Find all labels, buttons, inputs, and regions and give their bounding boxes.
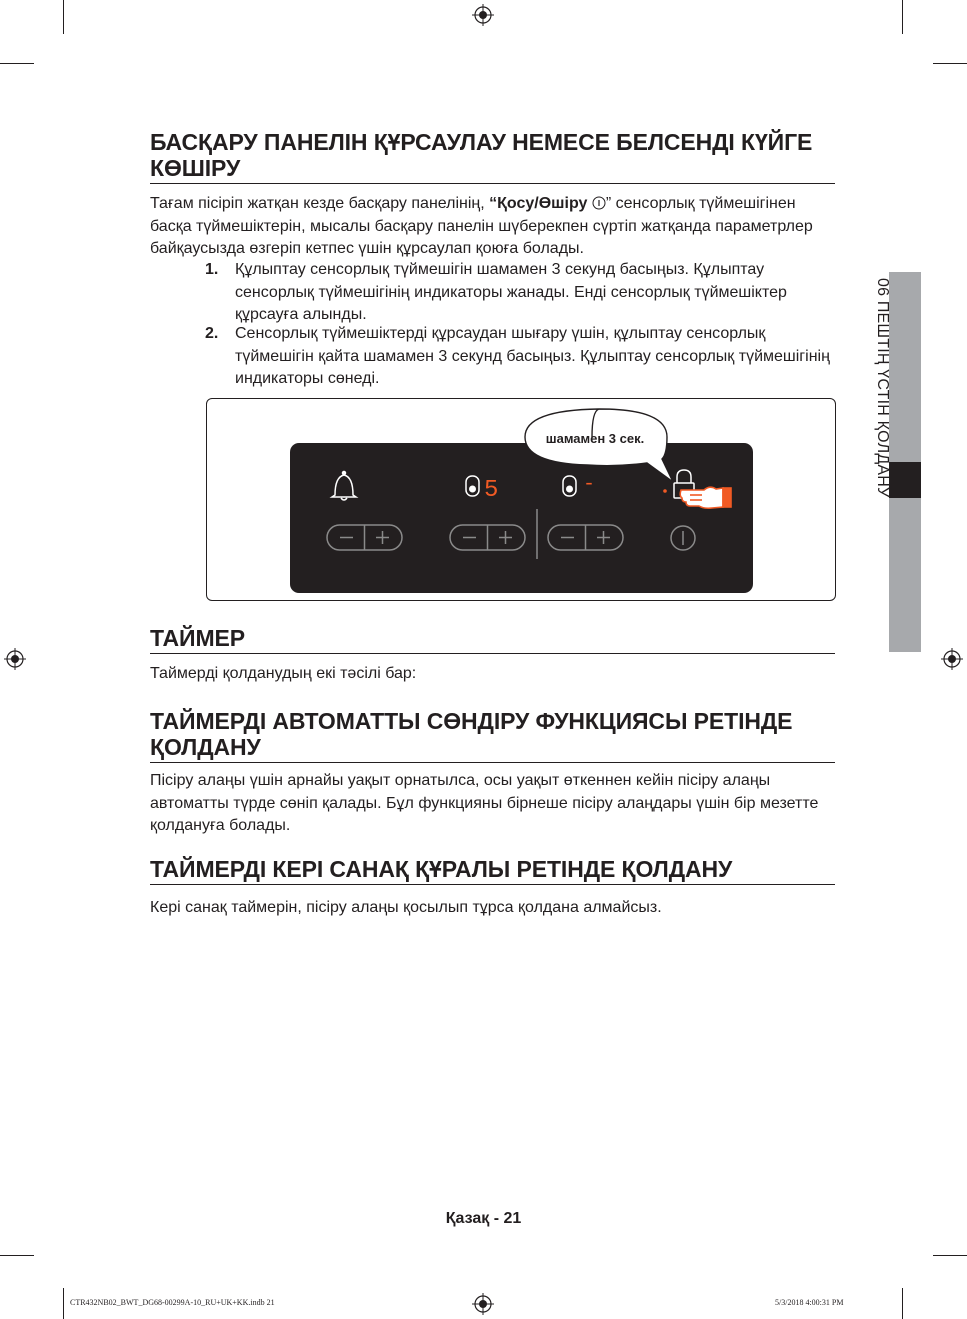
chapter-tab-marker — [889, 462, 921, 498]
crop-mark — [0, 1255, 34, 1256]
crop-mark — [902, 1288, 903, 1319]
step-number: 2. — [205, 325, 219, 342]
registration-mark-icon — [472, 4, 494, 26]
control-panel-figure — [206, 398, 836, 601]
countdown-paragraph: Кері санақ таймерін, пісіру алаңы қосылып тұрса қолдана алмайсыз. — [150, 899, 662, 916]
crop-mark — [63, 0, 64, 34]
page-number: Қазақ - 21 — [445, 1210, 522, 1227]
step-text: Құлыптау сенсорлық түймешігін шамамен 3 секунд басыңыз. Құлыптау сенсорлық түймешігінің индикаторы жанады. Енді сенсорлық түймешіктер құрсауға алынды. — [235, 261, 787, 323]
lock-step — [205, 259, 840, 327]
bubble-label: шамамен 3 сек. — [545, 431, 645, 446]
registration-mark-icon — [472, 1293, 494, 1315]
lock-intro-bold: “Қосу/Өшіру — [489, 195, 588, 212]
lock-indicator-dot — [663, 489, 667, 493]
control-panel-illustration — [207, 399, 835, 600]
chapter-tab — [859, 272, 921, 652]
lock-step — [205, 323, 840, 391]
crop-mark — [933, 1255, 967, 1256]
date-info: 5/3/2018 4:00:31 PM — [775, 1298, 844, 1307]
section-heading-lock: БАСҚАРУ ПАНЕЛІН ҚҰРСАУЛАУ НЕМЕСЕ БЕЛСЕНДІ КҮЙГЕ КӨШІРУ — [150, 129, 835, 184]
lock-intro-paragraph — [150, 193, 840, 261]
crop-mark — [902, 0, 903, 34]
zone2-display: - — [583, 473, 596, 496]
lock-intro-after: ” сенсорлық түймешігінен басқа түймешіктерін, мысалы басқару панелін шүберекпен сүртіп жатқанда параметрлер байқаусызда өзгеріп кетпес үшін құрсаулап қоюға болады. — [150, 195, 813, 257]
crop-mark — [933, 63, 967, 64]
touch-panel — [290, 443, 753, 593]
file-info: CTR432NB02_BWT_DG68-00299A-10_RU+UK+KK.indb 21 — [70, 1298, 275, 1307]
registration-mark-icon — [4, 648, 26, 670]
section-heading-timer: ТАЙМЕР — [150, 625, 835, 654]
step-text: Сенсорлық түймешіктерді құрсаудан шығару үшін, құлыптау сенсорлық түймешігін қайта шамамен 3 секунд басыңыз. Құлыптау сенсорлық түймешігінің индикаторы сөнеді. — [235, 325, 830, 387]
crop-mark — [0, 63, 34, 64]
step-number: 1. — [205, 261, 219, 278]
auto-off-paragraph: Пісіру алаңы үшін арнайы уақыт орнатылса, осы уақыт өткеннен кейін пісіру алаңы автоматты түрде сөніп қалады. Бұл функцияны бірнеше пісіру алаңдары үшін бір мезетте қолдануға болады. — [150, 772, 819, 834]
lock-intro-before: Тағам пісіріп жатқан кезде басқару панелінің, — [150, 195, 490, 212]
registration-mark-icon — [941, 648, 963, 670]
chapter-label: 06 ПЕШТІҢ ҮСТІН ҚОЛДАНУ — [874, 278, 891, 498]
section-heading-auto-off: ТАЙМЕРДІ АВТОМАТТЫ СӨНДІРУ ФУНКЦИЯСЫ РЕТІНДЕ ҚОЛДАНУ — [150, 708, 835, 763]
pointing-hand-icon — [680, 487, 731, 508]
power-icon — [592, 196, 606, 210]
section-heading-countdown: ТАЙМЕРДІ КЕРІ САНАҚ ҚҰРАЛЫ РЕТІНДЕ ҚОЛДАНУ — [150, 856, 835, 885]
crop-mark — [63, 1288, 64, 1319]
zone1-display: 5 — [484, 477, 499, 504]
timer-paragraph: Таймерді қолданудың екі тәсілі бар: — [150, 665, 417, 682]
